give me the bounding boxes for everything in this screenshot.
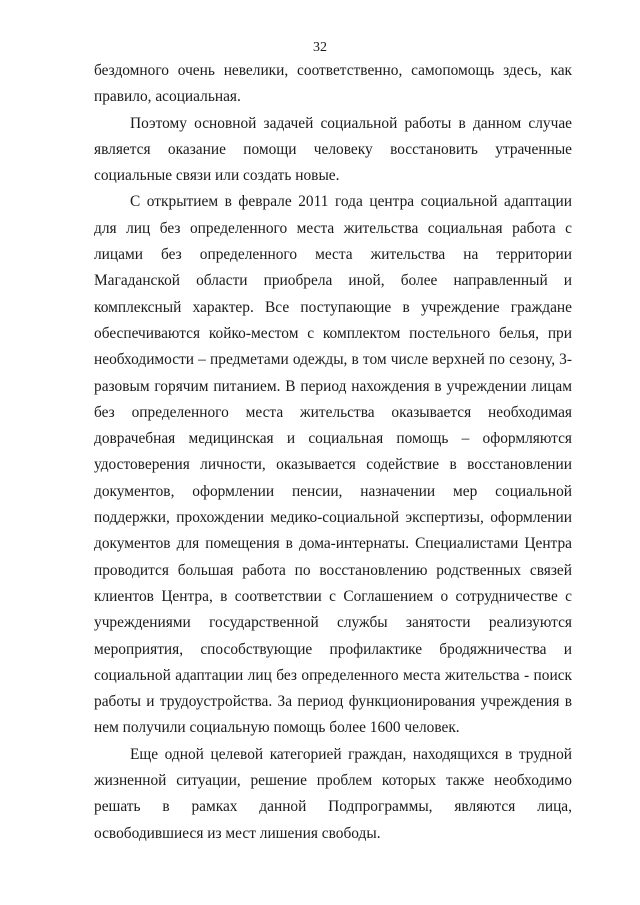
paragraph-main-task: Поэтому основной задачей социальной работы в данном случае является оказание помощи человеку восстановить утраченные социальные связи или создать новые.: [94, 114, 572, 185]
paragraph-released-prisoners: Еще одной целевой категорией граждан, находящихся в трудной жизненной ситуации, решение проблем которых также необходимо решать в рамках данной Подпрограммы, являются лица, освободившиеся из мест лишения свободы.: [94, 745, 572, 842]
paragraph-adaptation-center: С открытием в феврале 2011 года центра социальной адаптации для лиц без определенного места жительства социальная работа с лицами без определенного места жительства на территории Магаданской области приобрела иной, более направленный и комплексный характер. Все поступающие в учреждение граждане обеспечиваются койко-местом с комплектом постельного белья, при необходимости – предметами одежды, в том числе верхней по сезону, 3-разовым горячим питанием. В период нахождения в учреждении лицам без определенного места жительства оказывается необходимая доврачебная медицинская и социальная помощь – оформляются удостоверения личности, оказывается содействие в восстановлении документов, оформлении пенсии, назначении мер социальной поддержки, прохождении медико-социальной экспертизы, оформлении документов для помещения в дома-интернаты. Специалистами Центра проводится большая работа по восстановлению родственных связей клиентов Центра, в соответствии с Соглашением о сотрудничестве с учреждениями государственной службы занятости реализуются мероприятия, способствующие профилактике бродяжничества и социальной адаптации лиц без определенного места жительства - поиск работы и трудоустройства. За период функционирования учреждения в нем получили социальную помощь более 1600 человек.: [94, 193, 572, 737]
document-body: [94, 58, 572, 847]
page-number: 32: [313, 40, 327, 55]
paragraph-continuation: бездомного очень невелики, соответственно, самопомощь здесь, как правило, асоциальная.: [94, 62, 572, 106]
